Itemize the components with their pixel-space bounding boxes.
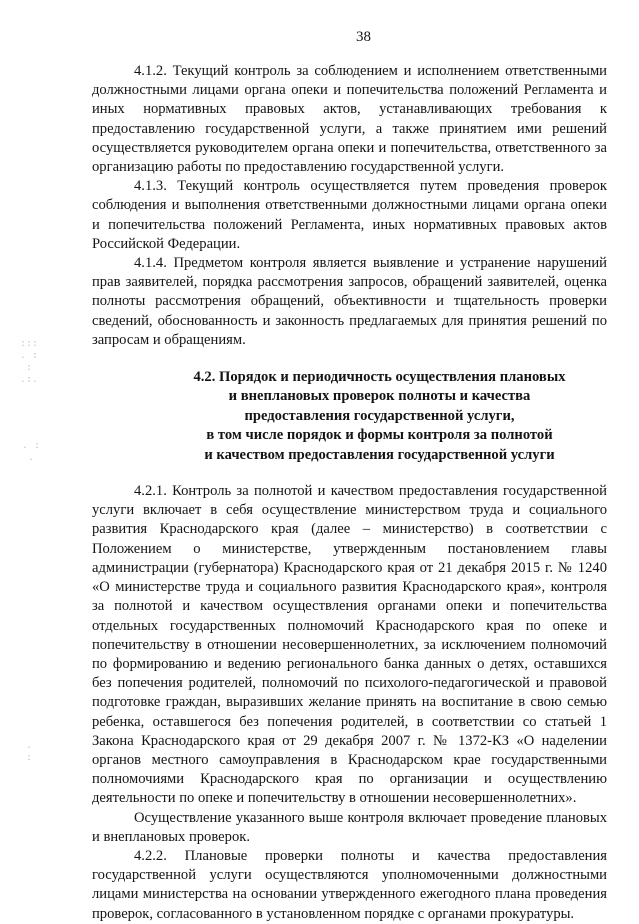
section-title-line: предоставления государственной услуги,	[244, 407, 515, 424]
page-number: 38	[356, 29, 371, 45]
section-title-line: 4.2. Порядок и периодичность осуществления плановых	[193, 369, 566, 386]
section-title-line: и внеплановых проверок полноты и качества	[228, 388, 531, 405]
section-title-line: и качеством предоставления государственной услуги	[204, 446, 555, 463]
paragraph-control-inspections: Осуществление указанного выше контроля включает проведение плановых и внеплановых проверок.	[92, 809, 607, 845]
section-title-4-2	[92, 368, 607, 465]
scan-artifact: ::: . : : .:.	[20, 338, 39, 385]
paragraph-4-1-3: 4.1.3. Текущий контроль осуществляется путем проведения проверок соблюдения и выполнения ответственными должностными лицами органа опеки и попечительства положений Регламента, иных нормативных правовых актов Российской Федерации.	[92, 178, 607, 252]
scan-artifact: . :	[26, 740, 33, 763]
paragraph-4-1-2: 4.1.2. Текущий контроль за соблюдением и исполнением ответственными должностными лицами органа опеки и попечительства положений Регламента и иных нормативных правовых актов, устанавливающих требования к предоставлению государственной услуги, а также принятием ими решений осуществляется руководителем органа опеки и попечительства, ответственного за организацию работы по предоставлению государственной услуги.	[92, 63, 607, 176]
paragraph-4-2-2: 4.2.2. Плановые проверки полноты и качества предоставления государственной услуги осуществляются уполномоченными должностными лицами министерства на основании утвержденного ежегодного плана проведения проверок, согласованного в установленном порядке с органами прокуратуры.	[92, 847, 607, 922]
section-title-line: в том числе порядок и формы контроля за полнотой	[206, 427, 553, 444]
paragraph-4-2-1: 4.2.1. Контроль за полнотой и качеством предоставления государственной услуги включает в себя осуществление министерством труда и социального развития Краснодарского края (далее – министерство) в соответствии с Положением о министерстве, утвержденным постановлением главы администрации (губернатора) Краснодарского края от 21 декабря 2015 г. № 1240 «О министерстве труда и социального развития Краснодарского края», контроля за полнотой и качеством осуществления органами опеки и попечительства отдельных государственных полномочий Краснодарского края по опеке и попечительству в отношении несовершеннолетних, за исключением полномочий по формированию и ведению регионального банка данных о детях, оставшихся без попечения родителей, полномочий по психолого-педагогической и правовой подготовке граждан, выразивших желание принять на воспитание в свою семью ребенка, оставшегося без попечения родителей, в соответствии со статьей 1 Закона Краснодарского края от 29 декабря 2007 г. № 1372-КЗ «О наделении органов местного самоуправления в Краснодарском крае государственными полномочиями Краснодарского края по организации и осуществлению деятельности по опеке и попечительству в отношении несовершеннолетних».	[92, 483, 607, 807]
scan-artifact: . : .	[22, 440, 41, 463]
paragraph-4-1-4: 4.1.4. Предметом контроля является выявление и устранение нарушений прав заявителей, порядка рассмотрения запросов, обращений заявителей, оценка полноты рассмотрения обращений, объективности и тщательность проверки сведений, обоснованность и законность предлагаемых для принятия решений по запросам и обращениям.	[92, 255, 607, 348]
